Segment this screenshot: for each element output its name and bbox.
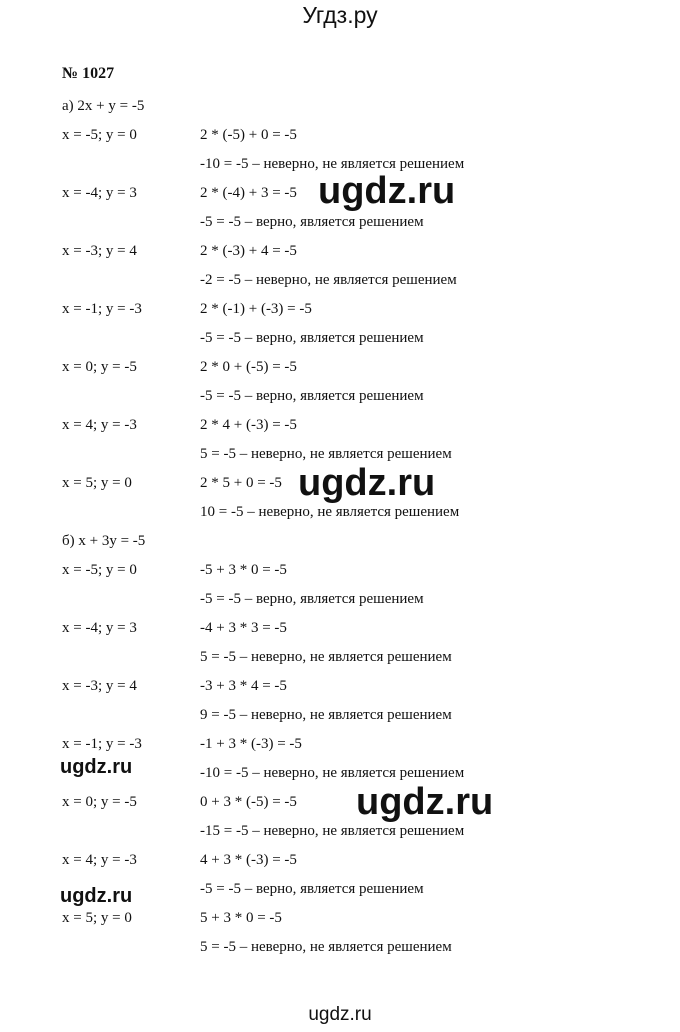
part-a-row-7-substitution: 2 * 5 + 0 = -5 [200, 475, 282, 491]
part-b-row-4-point: x = -1; y = -3 [62, 736, 142, 752]
part-a-row-2-result: -5 = -5 – верно, является решением [200, 214, 424, 230]
part-a-row-7-point: x = 5; y = 0 [62, 475, 132, 491]
watermark: ugdz.ru [60, 756, 133, 778]
part-b-row-6-substitution: 4 + 3 * (-3) = -5 [200, 852, 297, 868]
part-a-row-1-point: x = -5; y = 0 [62, 127, 137, 143]
part-a-row-2-point: x = -4; y = 3 [62, 185, 137, 201]
watermark: ugdz.ru [356, 781, 494, 823]
part-a-equation: а) 2x + y = -5 [62, 98, 145, 114]
part-b-row-3-point: x = -3; y = 4 [62, 678, 137, 694]
part-a-row-3-result: -2 = -5 – неверно, не является решением [200, 272, 457, 288]
part-b-row-1-result: -5 = -5 – верно, является решением [200, 591, 424, 607]
part-a-row-5-point: x = 0; y = -5 [62, 359, 137, 375]
part-b-row-2-substitution: -4 + 3 * 3 = -5 [200, 620, 287, 636]
part-b-row-4-result: -10 = -5 – неверно, не является решением [200, 765, 465, 781]
part-b-row-3-substitution: -3 + 3 * 4 = -5 [200, 678, 287, 694]
part-b-row-2-result: 5 = -5 – неверно, не является решением [200, 649, 452, 665]
part-a-row-4-substitution: 2 * (-1) + (-3) = -5 [200, 301, 312, 317]
part-b-row-3-result: 9 = -5 – неверно, не является решением [200, 707, 452, 723]
part-b-row-4-substitution: -1 + 3 * (-3) = -5 [200, 736, 302, 752]
part-b-row-6-result: -5 = -5 – верно, является решением [200, 881, 424, 897]
part-a-row-6-result: 5 = -5 – неверно, не является решением [200, 446, 452, 462]
part-b-equation: б) x + 3y = -5 [62, 533, 146, 549]
part-a-row-3-point: x = -3; y = 4 [62, 243, 137, 259]
part-b-row-7-substitution: 5 + 3 * 0 = -5 [200, 910, 282, 926]
part-a-row-4-point: x = -1; y = -3 [62, 301, 142, 317]
part-a-row-6-substitution: 2 * 4 + (-3) = -5 [200, 417, 297, 433]
part-a-row-5-result: -5 = -5 – верно, является решением [200, 388, 424, 404]
part-b-row-6-point: x = 4; y = -3 [62, 852, 137, 868]
watermark: ugdz.ru [298, 462, 436, 504]
part-b-row-1-point: x = -5; y = 0 [62, 562, 137, 578]
part-a-row-2-substitution: 2 * (-4) + 3 = -5 [200, 185, 297, 201]
part-a-row-5-substitution: 2 * 0 + (-5) = -5 [200, 359, 297, 375]
part-a-row-1-result: -10 = -5 – неверно, не является решением [200, 156, 465, 172]
part-b-row-1-substitution: -5 + 3 * 0 = -5 [200, 562, 287, 578]
part-b-row-2-point: x = -4; y = 3 [62, 620, 137, 636]
problem-number: № 1027 [62, 65, 115, 82]
part-a-row-3-substitution: 2 * (-3) + 4 = -5 [200, 243, 297, 259]
part-a-row-7-result: 10 = -5 – неверно, не является решением [200, 504, 460, 520]
footer-site-link[interactable]: ugdz.ru [308, 1004, 372, 1025]
part-a-row-6-point: x = 4; y = -3 [62, 417, 137, 433]
part-b-row-7-result: 5 = -5 – неверно, не является решением [200, 939, 452, 955]
part-b-row-5-point: x = 0; y = -5 [62, 794, 137, 810]
watermark: ugdz.ru [60, 885, 133, 907]
part-b-row-7-point: x = 5; y = 0 [62, 910, 132, 926]
part-b-row-5-substitution: 0 + 3 * (-5) = -5 [200, 794, 297, 810]
site-title: Угдз.ру [302, 2, 378, 28]
part-a-row-4-result: -5 = -5 – верно, является решением [200, 330, 424, 346]
part-a-row-1-substitution: 2 * (-5) + 0 = -5 [200, 127, 297, 143]
part-b-row-5-result: -15 = -5 – неверно, не является решением [200, 823, 465, 839]
watermark: ugdz.ru [318, 170, 456, 212]
